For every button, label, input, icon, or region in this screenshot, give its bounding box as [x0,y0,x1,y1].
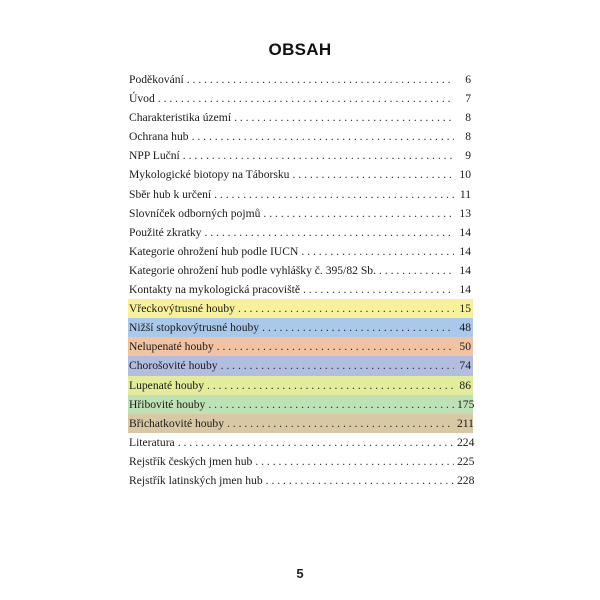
toc-entry [128,452,473,471]
toc-entry [128,395,473,414]
toc-entry [128,337,473,356]
toc-entry-page: 48 [459,321,471,335]
toc-entry-page: 9 [465,149,471,163]
toc-entry-page: 10 [459,168,471,182]
dot-leader [204,223,454,242]
toc-entry-label: Použité zkratky [129,225,202,239]
toc-entry-page: 175 [457,397,475,411]
dot-leader [208,395,454,414]
toc-entry-label: Rejstřík latinských jmen hub [129,473,263,487]
toc-entry-label: Nižší stopkovýtrusné houby [129,321,260,335]
toc-entry [128,223,473,242]
toc-entry-page: 74 [459,359,471,373]
toc-entry-page: 8 [465,111,471,125]
toc-entry-page: 211 [457,416,474,430]
toc-entry [128,89,473,108]
toc-entry-page: 14 [459,263,471,277]
toc-entry [128,146,473,165]
toc-entry-page: 228 [457,473,475,487]
toc-entry-label: Ochrana hub [129,130,189,144]
toc-entry [128,376,473,395]
page-title: OBSAH [268,40,332,59]
toc-entry-page: 225 [457,454,475,468]
toc-entry-label: Nelupenaté houby [129,340,214,354]
dot-leader [187,70,454,89]
dot-leader [158,89,454,108]
toc-entry-label: NPP Luční [129,149,180,163]
toc-entry-page: 13 [459,206,471,220]
toc-entry-page: 7 [465,92,471,106]
toc-entry-page: 15 [459,302,471,316]
toc-entry-label: Charakteristika území [129,111,232,125]
toc-entry [128,165,473,184]
toc-entry-label: Kontakty na mykologická pracoviště [129,283,300,297]
toc-entry-label: Rejstřík českých jmen hub [129,454,253,468]
toc-entry [128,127,473,146]
toc-entry-label: Břichatkovité houby [129,416,224,430]
toc-entry-page: 11 [459,187,471,201]
toc-entry-page: 86 [459,378,471,392]
dot-leader [379,261,454,280]
page-number: 5 [296,566,304,581]
toc-entry-label: Úvod [129,92,155,106]
toc-entry-label: Lupenaté houby [129,378,205,392]
toc-entry [128,414,473,433]
dot-leader [234,108,454,127]
toc-entry [128,261,473,280]
dot-leader [178,433,454,452]
toc-entry [128,108,473,127]
toc-entry-page: 14 [459,244,471,258]
toc-entry [128,242,473,261]
dot-leader [262,318,454,337]
toc-entry-label: Hřibovité houby [129,397,206,411]
dot-leader [292,165,454,184]
dot-leader [221,356,454,375]
dot-leader [207,376,454,395]
toc-entry-label: Chorošovité houby [129,359,218,373]
toc-entry-page: 224 [457,435,475,449]
dot-leader [263,204,454,223]
dot-leader [255,452,454,471]
dot-leader [238,299,454,318]
toc-entry-label: Kategorie ohrožení hub podle vyhlášky č. 395/82 Sb. [129,263,376,277]
toc-entry-page: 14 [459,283,471,297]
toc-entry-page: 14 [459,225,471,239]
dot-leader [303,280,454,299]
dot-leader [266,471,454,490]
toc-entry-label: Mykologické biotopy na Táborsku [129,168,290,182]
toc-entry-label: Kategorie ohrožení hub podle IUCN [129,244,299,258]
toc-entry-page: 8 [465,130,471,144]
toc-entry-page: 50 [459,340,471,354]
toc-entry [128,471,473,490]
toc-entry-label: Poděkování [129,73,184,86]
dot-leader [301,242,454,261]
toc-entry [128,318,473,337]
toc-entry-label: Vřeckovýtrusné houby [129,302,235,316]
toc-entry [128,356,473,375]
toc-entry [128,70,473,89]
table-of-contents [128,70,473,490]
dot-leader [183,146,454,165]
dot-leader [192,127,454,146]
dot-leader [217,337,454,356]
toc-entry-page: 6 [465,73,471,86]
toc-entry [128,433,473,452]
toc-entry-label: Literatura [129,435,175,449]
dot-leader [214,185,454,204]
dot-leader [227,414,454,433]
toc-entry-label: Sběr hub k určení [129,187,212,201]
toc-entry [128,299,473,318]
toc-entry [128,280,473,299]
toc-entry [128,204,473,223]
toc-entry [128,185,473,204]
toc-entry-label: Slovníček odborných pojmů [129,206,261,220]
